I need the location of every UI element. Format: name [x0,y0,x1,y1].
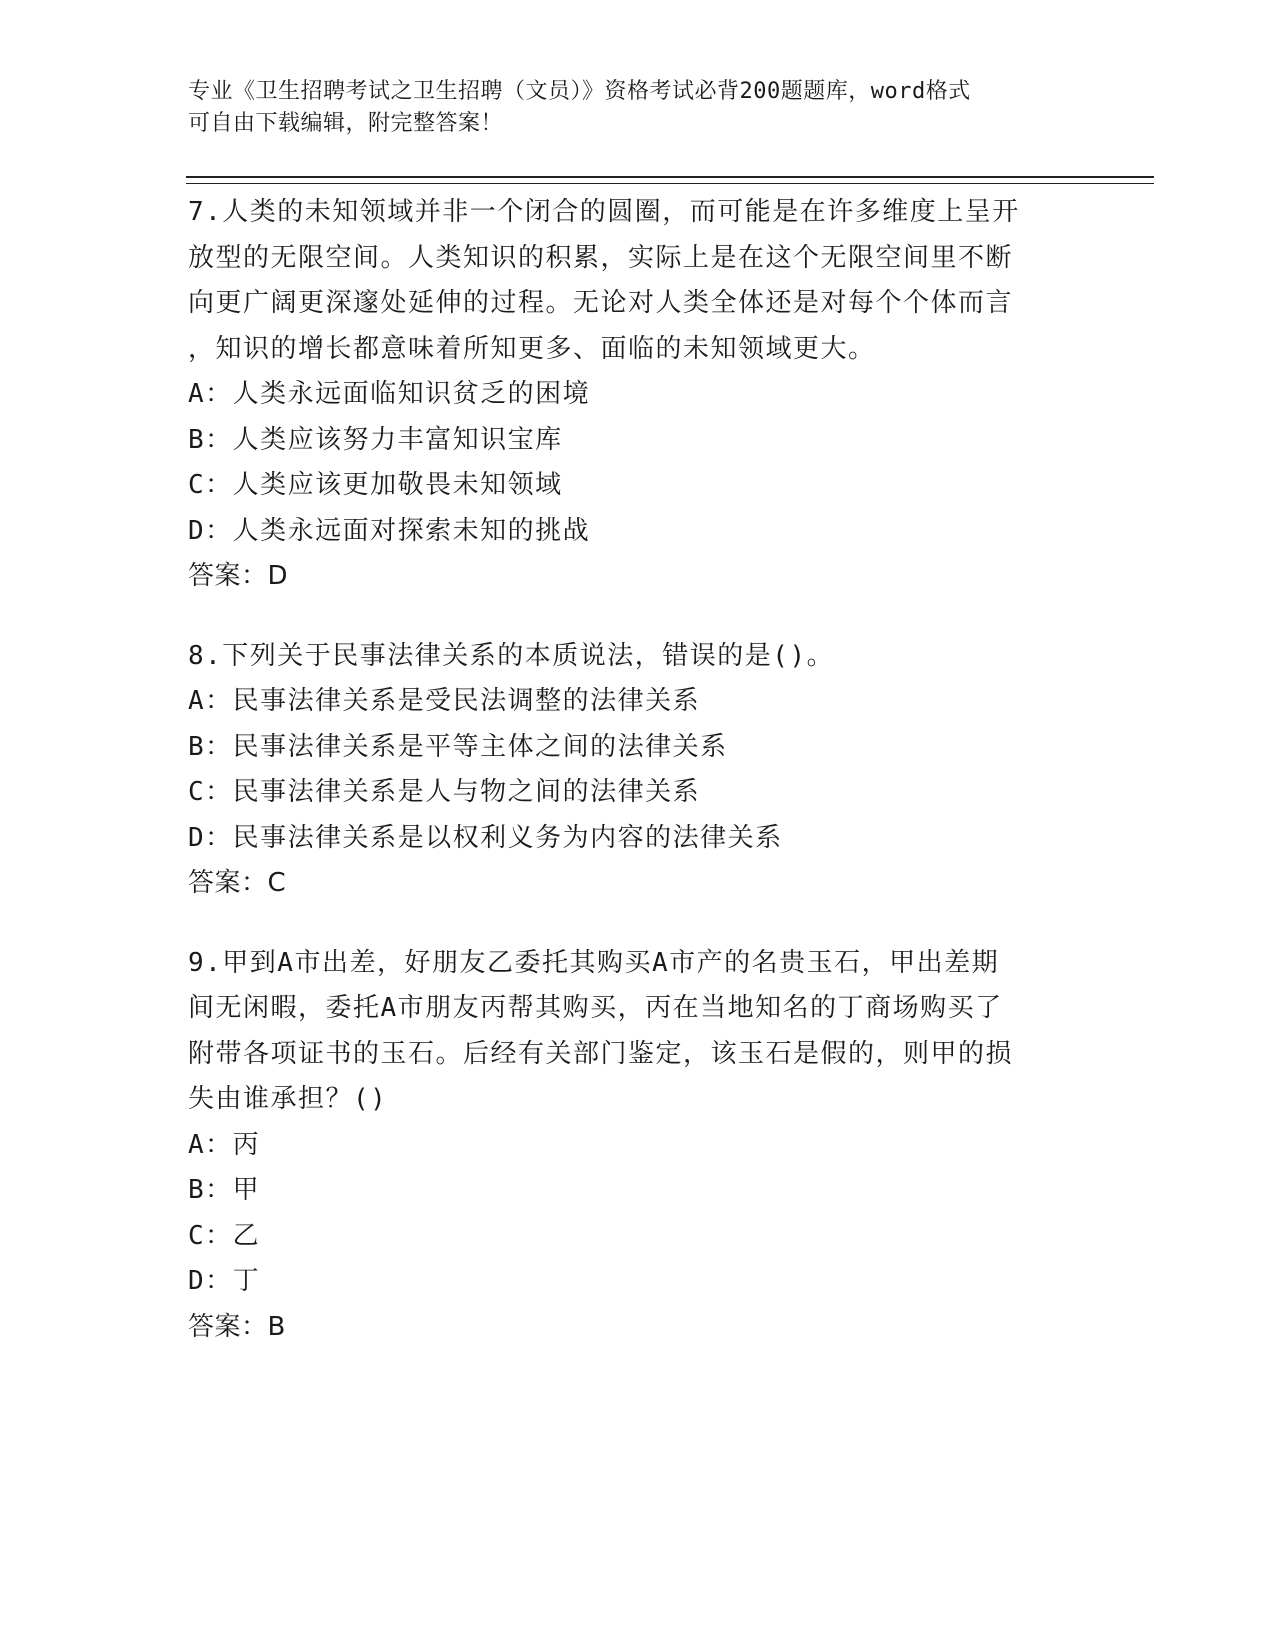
stem-line: 间无闲暇，委托A市朋友丙帮其购买，丙在当地知名的丁商场购买了 [188,993,1003,1023]
option-c: C：人类应该更加敬畏未知领域 [188,470,563,500]
stem-line: 失由谁承担？() [188,1084,388,1114]
answer: 答案：D [188,561,289,591]
question-8 [188,634,1068,907]
document-header [188,76,1068,140]
question-list [188,190,1068,1384]
stem-line: 向更广阔更深邃处延伸的过程。无论对人类全体还是对每个个体而言 [188,288,1014,318]
option-a: A：民事法律关系是受民法调整的法律关系 [188,686,701,716]
question-9 [188,941,1068,1351]
option-d: D：丁 [188,1266,261,1296]
header-divider-thick [186,176,1154,178]
answer: 答案：C [188,868,287,898]
stem-line: 附带各项证书的玉石。后经有关部门鉴定，该玉石是假的，则甲的损 [188,1038,1014,1069]
question-7 [188,190,1068,600]
option-b: B：民事法律关系是平等主体之间的法律关系 [188,731,728,762]
stem-line: 9.甲到A市出差，好朋友乙委托其购买A市产的名贵玉石，甲出差期 [188,947,1000,978]
stem-line: 7.人类的未知领域并非一个闭合的圆圈，而可能是在许多维度上呈开 [188,197,1020,227]
stem-line: 8.下列关于民事法律关系的本质说法，错误的是()。 [188,640,835,671]
answer: 答案：B [188,1311,286,1342]
question-stem [188,941,1068,1123]
stem-line: ，知识的增长都意味着所知更多、面临的未知领域更大。 [188,333,876,364]
header-line-2: 可自由下载编辑，附完整答案！ [188,111,504,136]
option-d: D：民事法律关系是以权利义务为内容的法律关系 [188,822,783,853]
option-c: C：乙 [188,1220,261,1251]
question-stem [188,190,1068,372]
question-stem [188,634,1068,680]
option-d: D：人类永远面对探索未知的挑战 [188,515,591,546]
stem-line: 放型的无限空间。人类知识的积累，实际上是在这个无限空间里不断 [188,242,1014,273]
option-c: C：民事法律关系是人与物之间的法律关系 [188,777,701,807]
option-a: A：人类永远面临知识贫乏的困境 [188,379,591,409]
option-a: A：丙 [188,1129,261,1160]
option-b: B：甲 [188,1175,261,1205]
header-line-1: 专业《卫生招聘考试之卫生招聘（文员）》资格考试必背200题题库，word格式 [188,79,971,104]
option-b: B：人类应该努力丰富知识宝库 [188,424,563,455]
header-divider-thin [186,183,1154,184]
